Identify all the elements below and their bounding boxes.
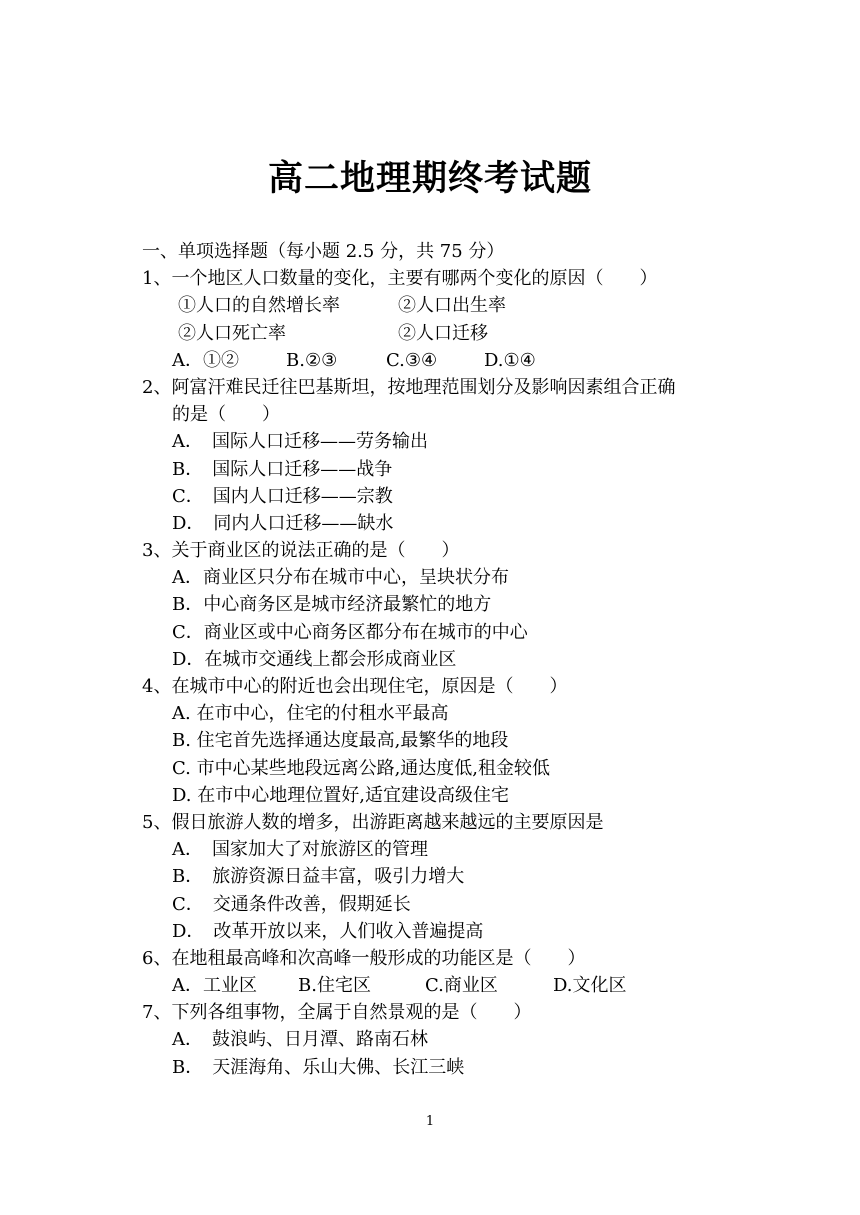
option-a: A． 国际人口迁移——劳务输出 xyxy=(172,431,428,453)
option-b: B. 住宅首先选择通达度最高,最繁华的地段 xyxy=(172,730,509,752)
option-b: B.住宅区 xyxy=(298,975,371,997)
option-d: D．在城市交通线上都会形成商业区 xyxy=(172,648,457,670)
option-a: A．工业区 xyxy=(172,975,257,997)
question-1-sub: ②人口迁移 xyxy=(398,322,488,344)
question-2-stem-cont: 的是（ ） xyxy=(172,404,280,426)
option-c: C. 市中心某些地段远离公路,通达度低,租金较低 xyxy=(172,757,551,779)
question-2-stem: 2、阿富汗难民迁往巴基斯坦，按地理范围划分及影响因素组合正确 xyxy=(142,376,676,398)
option-a: A． 国家加大了对旅游区的管理 xyxy=(172,839,428,861)
option-d: D． 同内人口迁移——缺水 xyxy=(172,512,394,534)
option-c: C.商业区 xyxy=(425,975,498,997)
question-1-stem: 1、一个地区人口数量的变化，主要有哪两个变化的原因（ ） xyxy=(142,268,658,290)
option-a: A. 在市中心，住宅的付租水平最高 xyxy=(172,703,449,725)
option-b: B． 天涯海角、乐山大佛、长江三峡 xyxy=(172,1056,465,1078)
option-b: B． 国际人口迁移——战争 xyxy=(172,458,393,480)
question-1-sub: ②人口死亡率 xyxy=(178,322,286,344)
question-6-stem: 6、在地租最高峰和次高峰一般形成的功能区是（ ） xyxy=(142,947,586,969)
question-1-sub-row-2 xyxy=(142,320,742,347)
question-1-options xyxy=(142,347,742,374)
question-5-stem: 5、假日旅游人数的增多，出游距离越来越远的主要原因是 xyxy=(142,811,604,833)
question-list xyxy=(142,238,742,1081)
option-b: B.②③ xyxy=(286,349,338,371)
option-d: D． 改革开放以来，人们收入普遍提高 xyxy=(172,920,484,942)
option-b: B．中心商务区是城市经济最繁忙的地方 xyxy=(172,594,492,616)
option-a: A．商业区只分布在城市中心，呈块状分布 xyxy=(172,567,509,589)
page-title: 高二地理期终考试题 xyxy=(267,158,592,199)
option-c: C． 交通条件改善，假期延长 xyxy=(172,893,411,915)
question-1-sub-row-1 xyxy=(142,292,742,319)
option-c: C． 国内人口迁移——宗教 xyxy=(172,485,393,507)
question-4-stem: 4、在城市中心的附近也会出现住宅，原因是（ ） xyxy=(142,676,568,697)
option-d: D.文化区 xyxy=(553,975,627,997)
question-6-options xyxy=(142,972,742,999)
option-d: D.①④ xyxy=(484,349,536,371)
question-1-sub: ①人口的自然增长率 xyxy=(178,295,340,317)
option-c: C.③④ xyxy=(386,349,438,371)
section-heading: 一、单项选择题（每小题 2.5 分，共 75 分） xyxy=(142,241,505,262)
page-number: 1 xyxy=(425,1114,435,1129)
option-a: A．①② xyxy=(172,349,239,371)
option-a: A． 鼓浪屿、日月潭、路南石林 xyxy=(172,1029,428,1051)
option-d: D. 在市中心地理位置好,适宜建设高级住宅 xyxy=(172,784,509,806)
question-1-sub: ②人口出生率 xyxy=(398,295,506,317)
option-c: C．商业区或中心商务区都分布在城市的中心 xyxy=(172,621,528,643)
question-7-stem: 7、下列各组事物，全属于自然景观的是（ ） xyxy=(142,1002,532,1024)
option-b: B． 旅游资源日益丰富，吸引力增大 xyxy=(172,866,465,888)
question-3-stem: 3、关于商业区的说法正确的是（ ） xyxy=(142,540,460,562)
